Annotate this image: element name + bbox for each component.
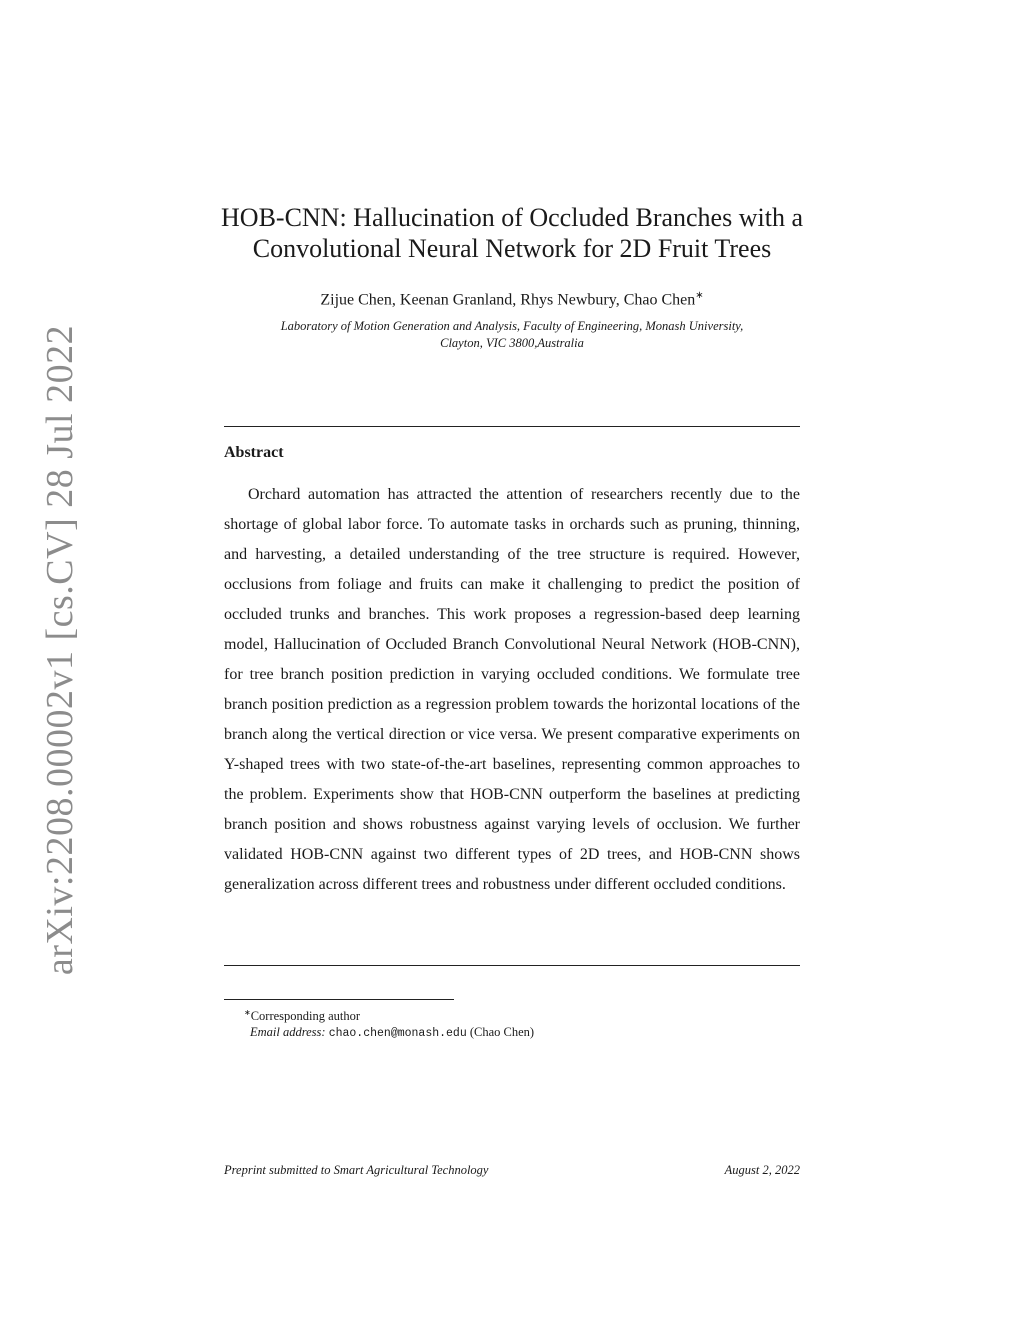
- abstract-heading: Abstract: [224, 444, 284, 461]
- footnote-mark: ∗: [244, 1008, 251, 1017]
- email-address-link[interactable]: chao.chen@monash.edu: [328, 1027, 467, 1041]
- footnote-corresponding-text: Corresponding author: [250, 1009, 361, 1024]
- abstract-bottom-divider: [224, 965, 800, 966]
- email-label: Email address:: [250, 1025, 326, 1040]
- arxiv-identifier-stamp: arXiv:2208.00002v1 [cs.CV] 28 Jul 2022: [39, 324, 81, 976]
- footnote-corresponding: [244, 1005, 534, 1024]
- affiliation: [210, 318, 814, 352]
- affiliation-line-2: Clayton, VIC 3800,Australia: [440, 336, 584, 350]
- author-names: Zijue Chen, Keenan Granland, Rhys Newbury, Chao Chen: [320, 291, 696, 309]
- abstract-top-divider: [224, 426, 800, 427]
- corresponding-author-mark: ∗: [695, 290, 704, 301]
- footnote-email-line: [244, 1024, 534, 1042]
- title-line-2: Convolutional Neural Network for 2D Fruit Trees: [252, 234, 772, 263]
- title-line-1: HOB-CNN: Hallucination of Occluded Branches with a: [221, 203, 803, 232]
- footnote: [244, 1005, 534, 1042]
- abstract-body: Orchard automation has attracted the attention of researchers recently due to the shortage of global labor force. To automate tasks in orchards such as pruning, thinning, and harvesting, a detailed understanding of the tree structure is required. However, occlusions from foliage and fruits can make it challenging to predict the position of occluded trunks and branches. This work proposes a regression-based deep learning model, Hallucination of Occluded Branch Convolutional Neural Network (HOB-CNN), for tree branch position prediction in varying occluded conditions. We formulate tree branch position prediction as a regression problem towards the horizontal locations of the branch along the vertical direction or vice versa. We present comparative experiments on Y-shaped trees with two state-of-the-art baselines, representing common approaches to the problem. Experiments show that HOB-CNN outperform the baselines at predicting branch position and shows robustness against varying levels of occlusion. We further validated HOB-CNN against two different types of 2D trees, and HOB-CNN shows generalization across different trees and robustness under different occluded conditions.: [224, 486, 800, 893]
- preprint-note: Preprint submitted to Smart Agricultural Technology: [224, 1163, 489, 1177]
- affiliation-line-1: Laboratory of Motion Generation and Analysis, Faculty of Engineering, Monash University,: [280, 319, 744, 333]
- email-owner: (Chao Chen): [469, 1025, 535, 1040]
- paper-title: [200, 202, 824, 264]
- preprint-date: August 2, 2022: [724, 1163, 800, 1177]
- author-list: [200, 290, 824, 309]
- footnote-divider: [224, 999, 454, 1000]
